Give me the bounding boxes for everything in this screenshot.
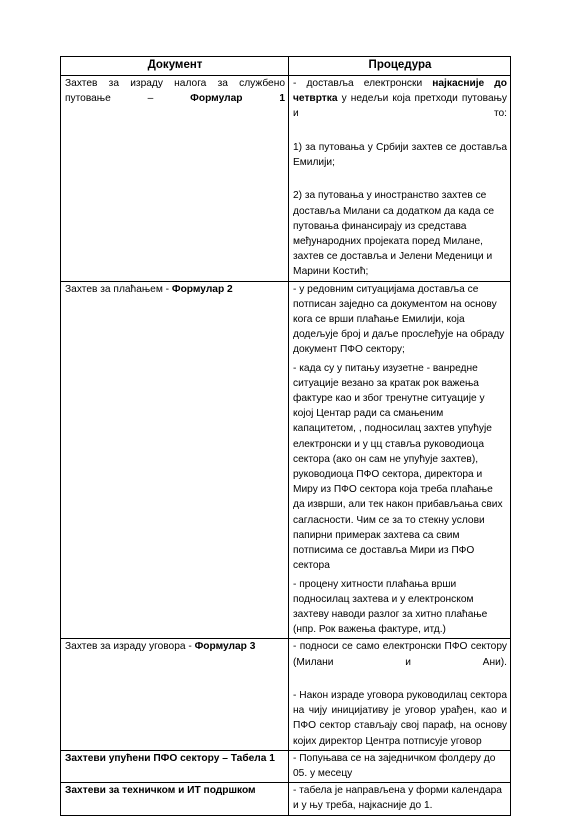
procedure-paragraph: - у редовним ситуацијама доставља се потписан заједно са документом на основу кога се врши плаћање Емилији, која додељује број и даље прослеђује на обраду документ ПФО сектору; — [293, 283, 505, 356]
deadline-emphasis: најкасније до четвртка — [293, 78, 507, 105]
table-row — [61, 76, 511, 282]
form-name: Формулар 2 — [171, 283, 233, 295]
procedure-paragraph: - Након израде уговора руководилац сектора на чију иницијативу је уговор урађен, као и ПФО сектор стављају свој параф, на основу којих директор Центра потписује уговор — [293, 689, 507, 747]
table-row — [61, 281, 511, 639]
document-text: Захтеви за техничком и ИТ подршком — [65, 785, 256, 797]
procedure-cell — [289, 750, 511, 782]
procedure-paragraph: - процену хитности плаћања врши подносилац захтева и у електронском захтеву наводи разлог за хитно плаћање (нпр. Рок важења фактуре, итд.) — [293, 578, 488, 636]
procedure-cell — [289, 281, 511, 639]
table-row — [61, 750, 511, 782]
procedure-paragraph: - Попуњава се на заједничком фолдеру до 05. у месецу — [293, 752, 496, 779]
procedure-paragraph: - доставља електронски најкасније до четвртка у недељи која претходи путовању и то: — [293, 78, 507, 120]
document-cell — [61, 76, 289, 282]
document-cell — [61, 639, 289, 750]
document-text: Захтев за израду налога за службено путовање – Формулар 1 — [65, 78, 285, 105]
document-cell — [61, 783, 289, 815]
procedure-cell — [289, 76, 511, 282]
form-name: Формулар 1 — [190, 93, 285, 105]
header-document: Документ — [61, 57, 289, 76]
procedure-cell — [289, 783, 511, 815]
document-cell — [61, 281, 289, 639]
table-row — [61, 639, 511, 750]
document-text: Захтев за плаћањем - Формулар 2 — [65, 283, 233, 295]
document-text: Захтев за израду уговора - Формулар 3 — [65, 641, 256, 653]
document-cell — [61, 750, 289, 782]
table-header-row — [61, 57, 511, 76]
procedure-paragraph: - када су у питању изузетне - ванредне ситуације везано за кратак рок важења фактуре као и због тренутне ситуације у којој Центар ради са смањеним капацитетом, , подносилац захтев упућује електронски и у цц ставља руководиоца сектора (ако он сам не упућује захтев), руководиоца ПФО сектора, директора и Миру из ПФО сектора која треба плаћање да изврши, али тек након прибављања свих сагласности. Чим се за то стекну услови папирни примерак захтева са свим потписима се доставља Мири из ПФО сектора — [293, 362, 503, 572]
procedure-cell — [289, 639, 511, 750]
document-text: Захтеви упућени ПФО сектору – Табела 1 — [65, 752, 275, 764]
table-row — [61, 783, 511, 815]
header-procedure: Процедура — [289, 57, 511, 76]
procedure-paragraph: - табела је направљена у форми календара и у њу треба, најкасније до 1. — [293, 785, 502, 812]
procedure-table — [60, 56, 511, 816]
procedure-paragraph: 1) за путовања у Србији захтев се доставља Емилији; — [293, 141, 507, 169]
procedure-paragraph: - подноси се само електронски ПФО сектору (Милани и Ани). — [293, 641, 507, 668]
form-name: Формулар 3 — [194, 641, 256, 653]
procedure-paragraph: 2) за путовања у иностранство захтев се доставља Милани са додатком да када се путовања финансирају из средстава међународних пројеката поред Милане, захтев се доставља и Јелени Меденици и Марини Костић; — [293, 190, 495, 278]
